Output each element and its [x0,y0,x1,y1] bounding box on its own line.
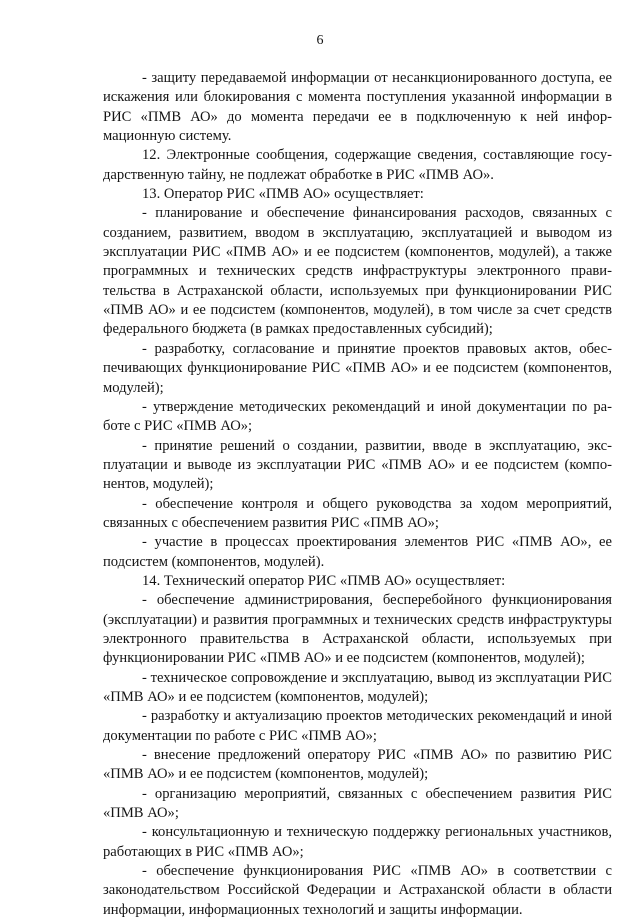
list-item-legal-compliance: - обеспечение функционирования РИС «ПМВ АО» в соответствии с законодательством Российской Федерации и Астраханской области в области информации, информационных технологий и защиты информации. [103,863,612,918]
list-item-proposals: - внесение предложений оператору РИС «ПМВ АО» по развитию РИС «ПМВ АО» и ее подсистем (компонентов, модулей); [103,747,612,783]
list-item-technical-support: - техническое сопровождение и эксплуатацию, вывод из эксплуатации РИС «ПМВ АО» и ее подсистем (компонентов, модулей); [103,669,612,705]
paragraph-14-technical-operator-heading: 14. Технический оператор РИС «ПМВ АО» осуществляет: [142,572,506,589]
list-item-decisions: - принятие решений о создании, развитии, вводе в эксплуатацию, эксплуатации и выводе из эксплуатации РИС «ПМВ АО» и ее подсистем (компонентов, модулей); [103,437,612,493]
list-item-method-development: - разработку и актуализацию проектов методических рекомендаций и иной документации по работе с РИС «ПМВ АО»; [103,708,612,744]
page-number: 6 [316,33,324,48]
paragraph-12-state-secret: 12. Электронные сообщения, содержащие сведения, составляющие государственную тайну, не подлежат обработке в РИС «ПМВ АО». [103,147,612,183]
list-item-consulting: - консультационную и техническую поддержку региональных участников, работающих в РИС «ПМВ АО»; [103,824,612,860]
paragraph-data-protection: - защиту передаваемой информации от несанкционированного доступа, ее искажения или блокирования с момента поступления указанной информации в РИС «ПМВ АО» до момента передачи ее в подключенную к ней информационную систему. [103,70,612,145]
list-item-events: - организацию мероприятий, связанных с обеспечением развития РИС «ПМВ АО»; [103,785,612,822]
list-item-financing-planning: - планирование и обеспечение финансирования расходов, связанных с созданием, развитием, вводом в эксплуатацию, эксплуатацией и выводом из эксплуатации РИС «ПМВ АО» и ее подсистем (компонентов, модулей), а также программных и технических средств инфраструктуры электронного правительства в Астраханской области, используемых при функционировании РИС «ПМВ АО» и ее подсистем (компонентов, модулей), в том числе за счет средств федерального бюджета (в рамках предоставленных субсидий); [103,205,612,338]
paragraph-13-operator-heading: 13. Оператор РИС «ПМВ АО» осуществляет: [142,186,424,203]
list-item-legal-acts: - разработку, согласование и принятие проектов правовых актов, обеспечивающих функционирование РИС «ПМВ АО» и ее подсистем (компонентов, модулей); [103,340,612,396]
list-item-control: - обеспечение контроля и общего руководства за ходом мероприятий, связанных с обеспечением развития РИС «ПМВ АО»; [103,495,612,531]
list-item-method-approval: - утверждение методических рекомендаций и иной документации по работе с РИС «ПМВ АО»; [103,398,612,435]
list-item-administration: - обеспечение администрирования, бесперебойного функционирования (эксплуатации) и развития программных и технических средств инфраструктуры электронного правительства в Астраханской области, используемых при функционировании РИС «ПМВ АО» и ее подсистем (компонентов, модулей); [103,592,612,667]
document-body [103,69,612,920]
list-item-design-participation: - участие в процессах проектирования элементов РИС «ПМВ АО», ее подсистем (компонентов, модулей). [103,534,612,570]
